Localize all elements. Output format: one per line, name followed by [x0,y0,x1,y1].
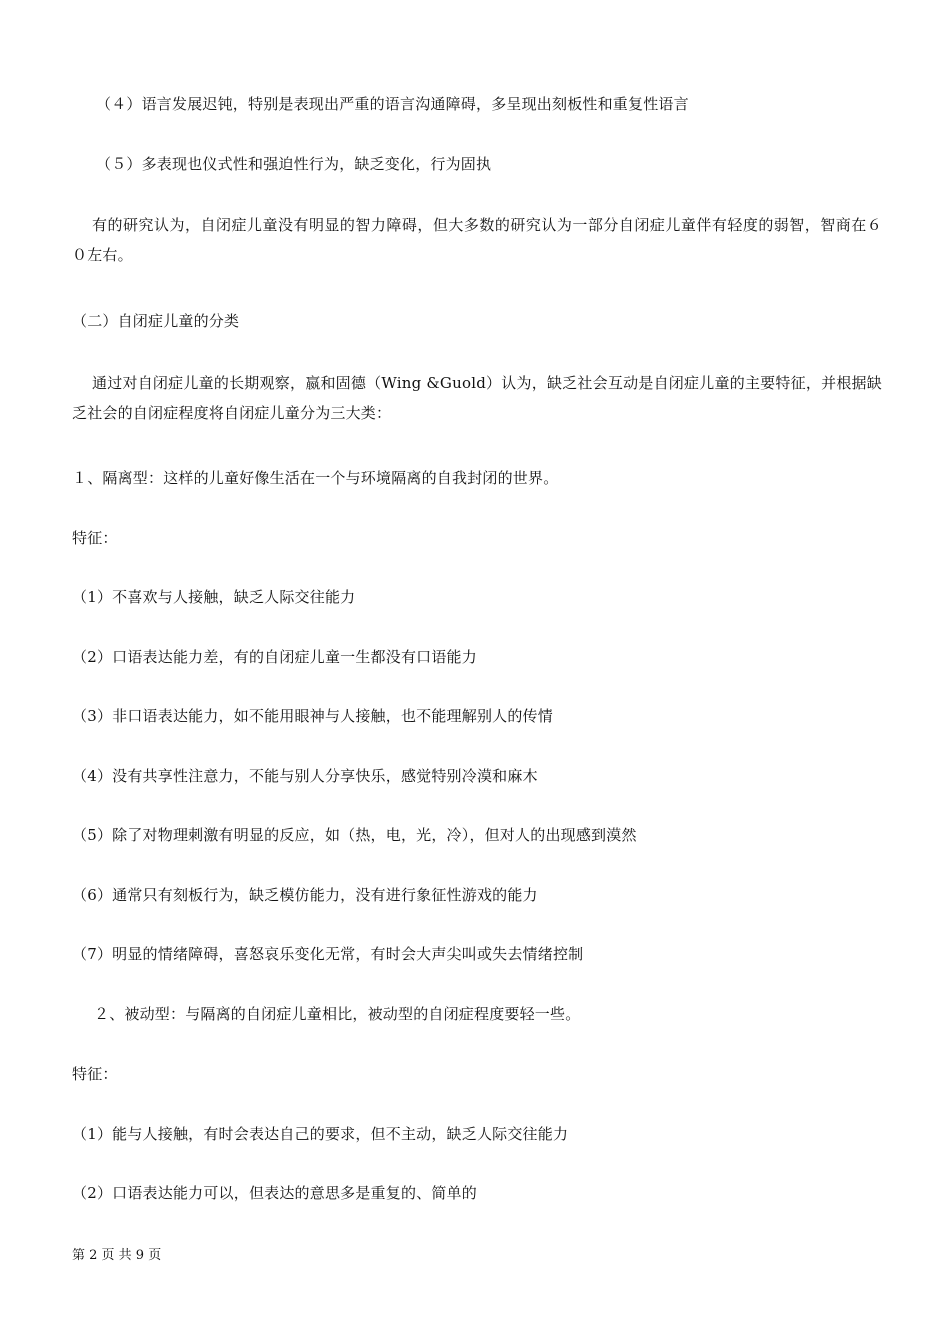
features-label-1: 特征： [72,529,118,547]
feature-item: （2）口语表达能力差，有的自闭症儿童一生都没有口语能力 [72,648,477,666]
list-item-4-language: （４）语言发展迟钝，特别是表现出严重的语言沟通障碍，多呈现出刻板性和重复性语言 [96,95,689,113]
type-2-passive: ２、被动型：与隔离的自闭症儿童相比，被动型的自闭症程度要轻一些。 [94,1005,581,1023]
section-heading-classification: （二）自闭症儿童的分类 [72,312,240,330]
feature-item: （1）不喜欢与人接触，缺乏人际交往能力 [72,588,356,606]
feature-item: （4）没有共享性注意力，不能与别人分享快乐，感觉特别冷漠和麻木 [72,767,538,785]
feature-item: （3）非口语表达能力，如不能用眼神与人接触，也不能理解别人的传情 [72,707,553,725]
type-1-isolated: １、隔离型：这样的儿童好像生活在一个与环境隔离的自我封闭的世界。 [72,469,559,487]
features-label-2: 特征： [72,1065,118,1083]
feature-item: （1）能与人接触，有时会表达自己的要求，但不主动，缺乏人际交往能力 [72,1125,569,1143]
paragraph-wing-gould: 通过对自闭症儿童的长期观察，嬴和固德（Wing &Guold）认为，缺乏社会互动是自闭症儿童的主要特征，并根据缺乏社会的自闭症程度将自闭症儿童分为三大类： [72,374,882,422]
list-item-5-ritual-behavior: （５）多表现也仪式性和强迫性行为，缺乏变化，行为固执 [96,155,492,173]
paragraph-intelligence: 有的研究认为，自闭症儿童没有明显的智力障碍，但大多数的研究认为一部分自闭症儿童伴有轻度的弱智，智商在６０左右。 [72,216,882,264]
feature-item: （6）通常只有刻板行为，缺乏模仿能力，没有进行象征性游戏的能力 [72,886,538,904]
feature-item: （5）除了对物理刺激有明显的反应，如（热，电，光，冷），但对人的出现感到漠然 [72,826,637,844]
page-number-footer: 第 2 页 共 9 页 [72,1248,162,1263]
feature-item: （7）明显的情绪障碍，喜怒哀乐变化无常，有时会大声尖叫或失去情绪控制 [72,945,584,963]
feature-item: （2）口语表达能力可以，但表达的意思多是重复的、简单的 [72,1184,477,1202]
